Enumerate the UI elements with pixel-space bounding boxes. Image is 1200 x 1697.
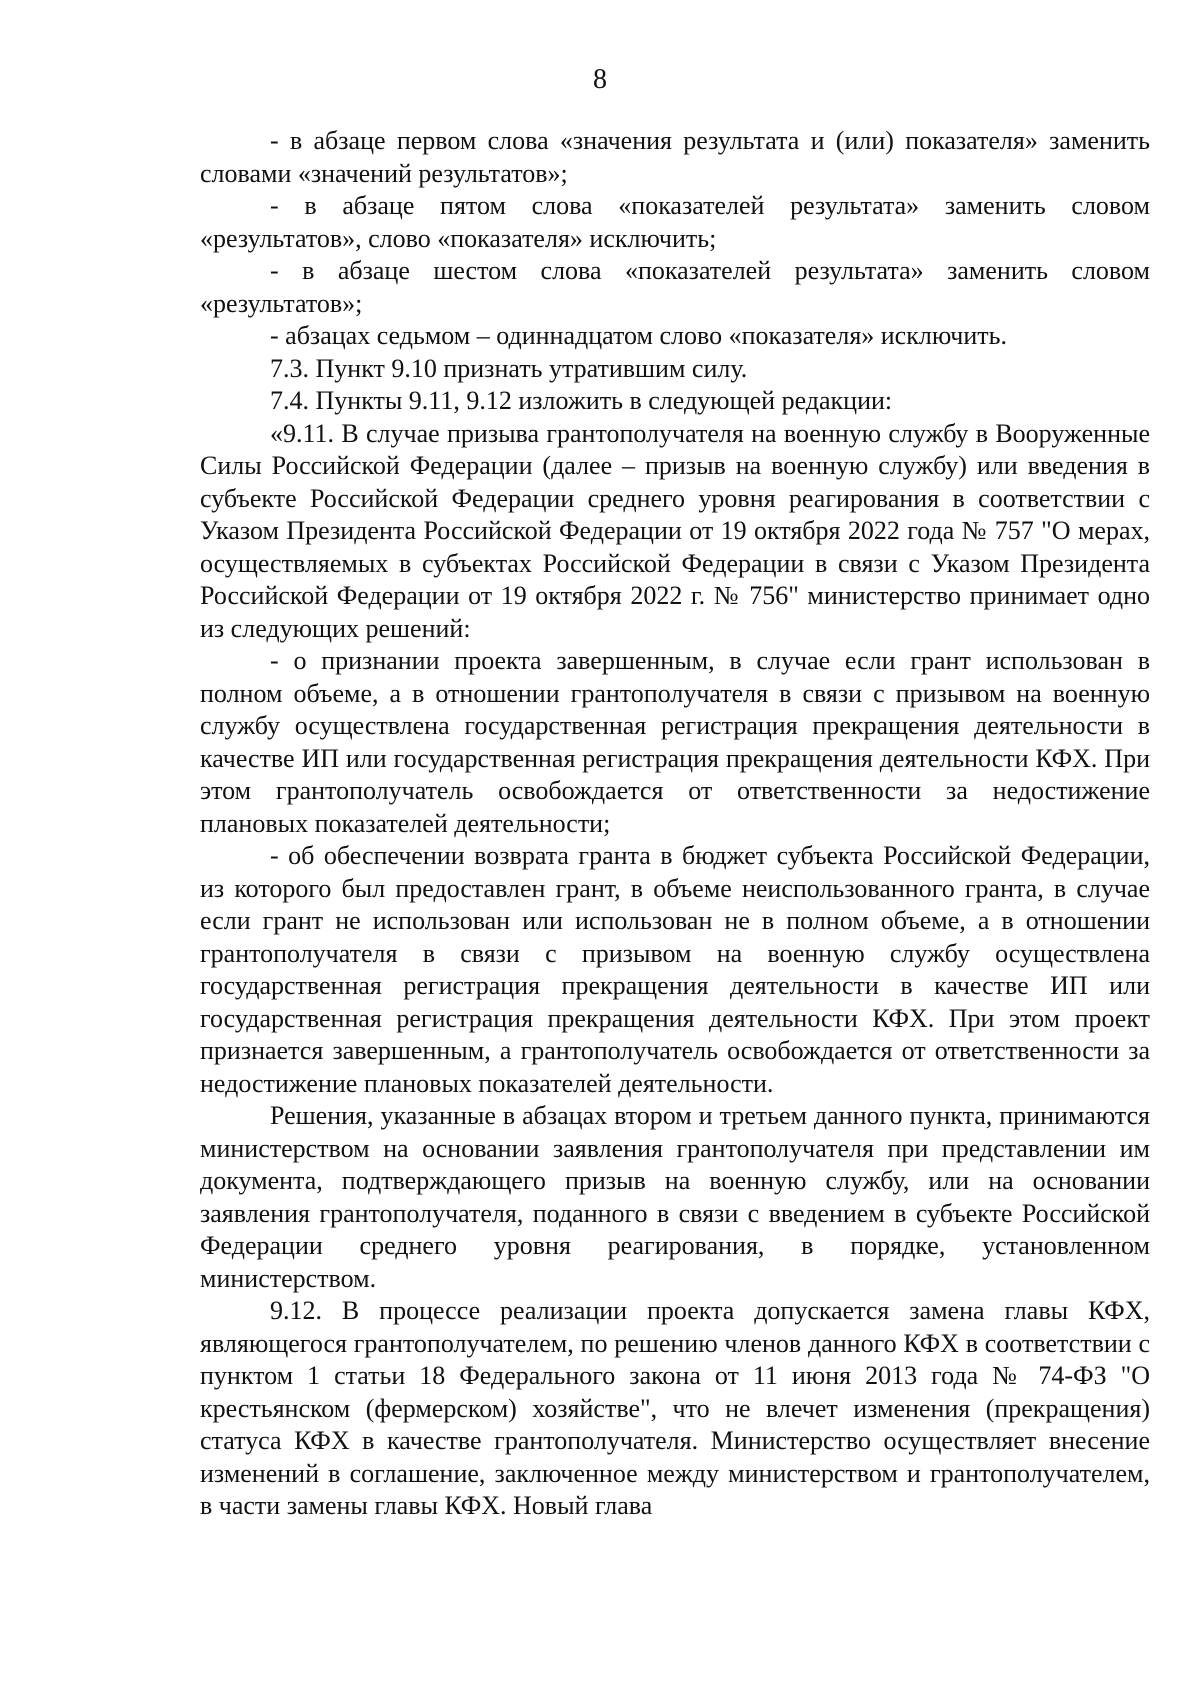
paragraph-1: - в абзаце первом слова «значения результата и (или) показателя» заменить словами «значений результатов»;: [200, 126, 1150, 188]
document-body: [200, 125, 1150, 1523]
paragraph-3: - в абзаце шестом слова «показателей результата» заменить словом «результатов»;: [200, 256, 1150, 318]
paragraph-6: 7.4. Пункты 9.11, 9.12 изложить в следующей редакции:: [270, 386, 893, 415]
paragraph-7: «9.11. В случае призыва грантополучателя на военную службу в Вооруженные Силы Российской Федерации (далее – призыв на военную службу) или введения в субъекте Российской Федерации среднего уровня реагирования в соответствии с Указом Президента Российской Федерации от 19 октября 2022 года № 757 "О мерах, осуществляемых в субъектах Российской Федерации в связи с Указом Президента Российской Федерации от 19 октября 2022 г. № 756" министерство принимает одно из следующих решений:: [200, 418, 1150, 643]
paragraph-4: - абзацах седьмом – одиннадцатом слово «показателя» исключить.: [270, 321, 1007, 350]
paragraph-5: 7.3. Пункт 9.10 признать утратившим силу.: [270, 353, 748, 383]
paragraph-9: - об обеспечении возврата гранта в бюджет субъекта Российской Федерации, из которого был предоставлен грант, в объеме неиспользованного гранта, в случае если грант не использован или использован не в полном объеме, а в отношении грантополучателя в связи с призывом на военную службу осуществлена государственная регистрация прекращения деятельности в качестве ИП или государственная регистрация прекращения деятельности КФХ. При этом проект признается завершенным, а грантополучатель освобождается от ответственности за недостижение плановых показателей деятельности.: [200, 841, 1150, 1098]
paragraph-11: 9.12. В процессе реализации проекта допускается замена главы КФХ, являющегося грантополучателем, по решению членов данного КФХ в соответствии с пунктом 1 статьи 18 Федерального закона от 11 июня 2013 года № 74-ФЗ "О крестьянском (фермерском) хозяйстве", что не влечет изменения (прекращения) статуса КФХ в качестве грантополучателя. Министерство осуществляет внесение изменений в соглашение, заключенное между министерством и грантополучателем, в части замены главы КФХ. Новый глава: [200, 1296, 1150, 1520]
paragraph-8: - о признании проекта завершенным, в случае если грант использован в полном объеме, а в отношении грантополучателя в связи с призывом на военную службу осуществлена государственная регистрация прекращения деятельности в качестве ИП или государственная регистрация прекращения деятельности КФХ. При этом грантополучатель освобождается от ответственности за недостижение плановых показателей деятельности;: [200, 646, 1150, 838]
page-number: 8: [593, 64, 607, 95]
paragraph-10: Решения, указанные в абзацах втором и третьем данного пункта, принимаются министерством на основании заявления грантополучателя при представлении им документа, подтверждающего призыв на военную службу, или на основании заявления грантополучателя, поданного в связи с введением в субъекте Российской Федерации среднего уровня реагирования, в порядке, установленном министерством.: [200, 1101, 1150, 1293]
paragraph-2: - в абзаце пятом слова «показателей результата» заменить словом «результатов», слово «показателя» исключить;: [200, 191, 1150, 253]
